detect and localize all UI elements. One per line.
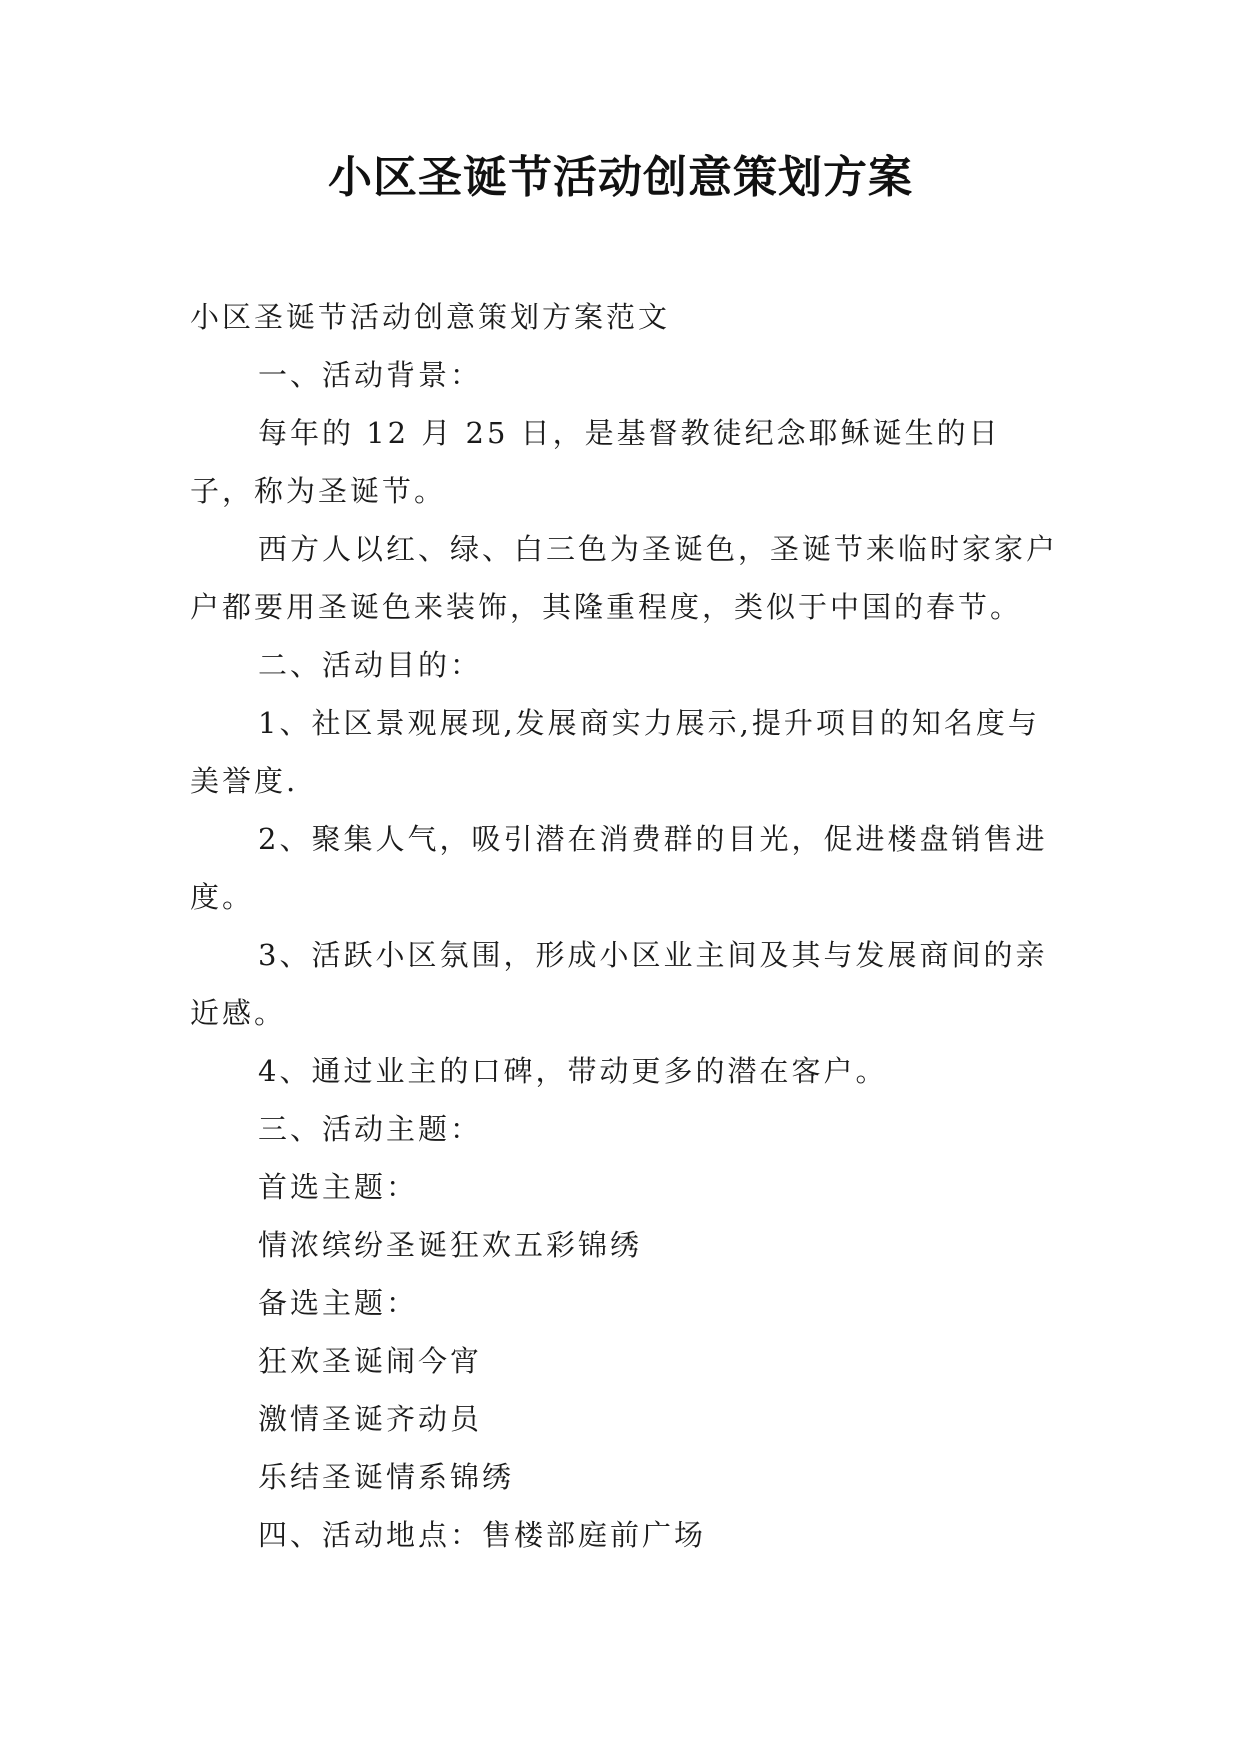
heading-location: 四、活动地点：售楼部庭前广场	[258, 1518, 707, 1552]
paragraph-subtitle: 小区圣诞节活动创意策划方案范文	[190, 300, 671, 334]
document-body	[190, 288, 1060, 1564]
paragraph: 情浓缤纷圣诞狂欢五彩锦绣	[258, 1228, 643, 1262]
paragraph: 每年的 12 月 25 日，是基督教徒纪念耶稣诞生的日子，称为圣诞节。	[190, 416, 1001, 508]
paragraph: 激情圣诞齐动员	[258, 1402, 483, 1436]
paragraph: 西方人以红、绿、白三色为圣诞色，圣诞节来临时家家户户都要用圣诞色来装饰，其隆重程度，类似于中国的春节。	[190, 532, 1059, 624]
list-item: 2、聚集人气，吸引潜在消费群的目光，促进楼盘销售进度。	[190, 822, 1048, 914]
list-item: 1、社区景观展现,发展商实力展示,提升项目的知名度与美誉度.	[190, 706, 1040, 798]
heading-purpose: 二、活动目的：	[258, 648, 483, 682]
list-item: 4、通过业主的口碑，带动更多的潜在客户。	[258, 1054, 888, 1088]
paragraph: 狂欢圣诞闹今宵	[258, 1344, 483, 1378]
paragraph: 首选主题：	[258, 1170, 419, 1204]
heading-background: 一、活动背景：	[258, 358, 483, 392]
paragraph: 乐结圣诞情系锦绣	[258, 1460, 515, 1494]
document-title: 小区圣诞节活动创意策划方案	[328, 152, 913, 203]
list-item: 3、活跃小区氛围，形成小区业主间及其与发展商间的亲近感。	[190, 938, 1048, 1030]
heading-theme: 三、活动主题：	[258, 1112, 483, 1146]
paragraph: 备选主题：	[258, 1286, 419, 1320]
